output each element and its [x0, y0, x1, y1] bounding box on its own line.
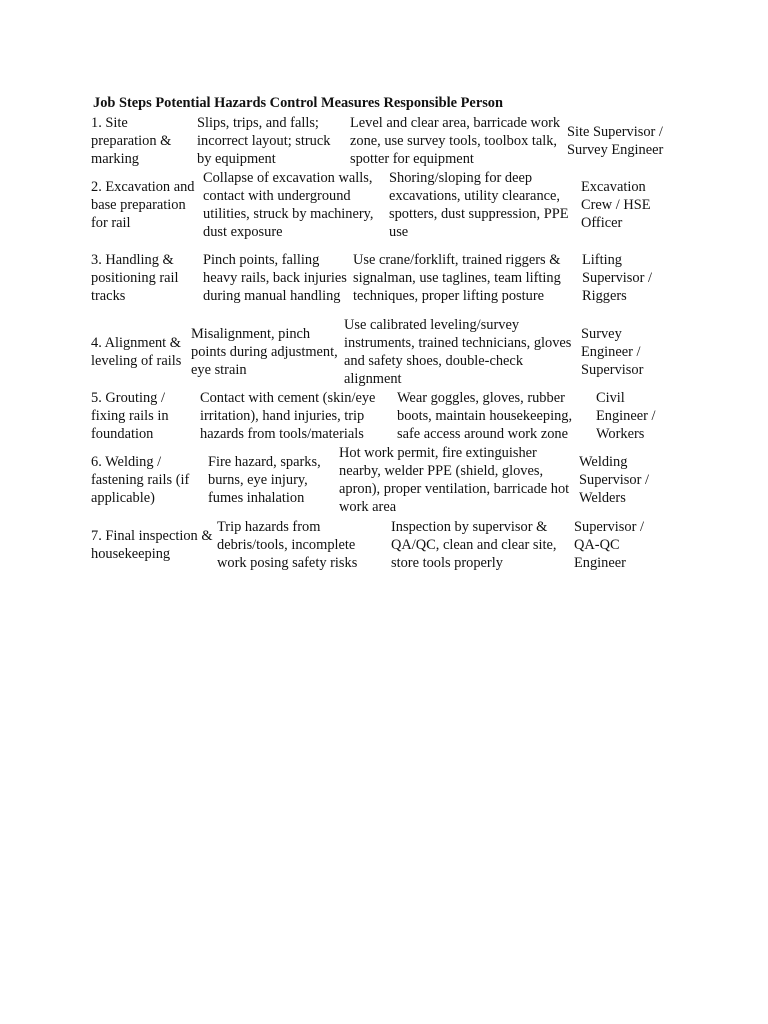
controls-text: Use calibrated leveling/survey instruments, trained technicians, gloves and safety shoes, double-check alignment: [344, 317, 572, 387]
step-text: 7. Final inspection & housekeeping: [91, 528, 213, 562]
step-text: 4. Alignment & leveling of rails: [91, 335, 182, 369]
table-row: [0, 518, 768, 572]
step-cell: [91, 316, 189, 388]
hazards-text: Contact with cement (skin/eye irritation), hand injuries, trip hazards from tools/materials: [200, 390, 376, 442]
step-text: 5. Grouting / fixing rails in foundation: [91, 390, 169, 442]
hazards-cell: [197, 114, 347, 168]
responsible-cell: [574, 518, 664, 572]
hazards-cell: [191, 316, 341, 388]
step-cell: [91, 389, 197, 443]
hazards-text: Trip hazards from debris/tools, incomplete work posing safety risks: [217, 519, 358, 571]
responsible-cell: [582, 242, 672, 314]
responsible-cell: [596, 389, 674, 443]
hazards-cell: [208, 444, 336, 516]
step-text: 3. Handling & positioning rail tracks: [91, 252, 179, 304]
hazards-cell: [203, 169, 387, 241]
hazards-text: Misalignment, pinch points during adjustment, eye strain: [191, 326, 338, 378]
controls-cell: [389, 169, 579, 241]
controls-text: Inspection by supervisor & QA/QC, clean and clear site, store tools properly: [391, 519, 557, 571]
controls-cell: [344, 316, 580, 388]
controls-cell: [350, 114, 564, 168]
step-text: 2. Excavation and base preparation for rail: [91, 179, 195, 231]
responsible-text: Civil Engineer / Workers: [596, 390, 656, 442]
responsible-text: Survey Engineer / Supervisor: [581, 326, 644, 378]
responsible-text: Welding Supervisor / Welders: [579, 454, 649, 506]
controls-cell: [339, 444, 575, 516]
controls-cell: [391, 518, 571, 572]
controls-cell: [353, 242, 581, 314]
hazards-text: Fire hazard, sparks, burns, eye injury, fumes inhalation: [208, 454, 321, 506]
controls-cell: [397, 389, 593, 443]
hazards-cell: [203, 242, 349, 314]
controls-text: Use crane/forklift, trained riggers & signalman, use taglines, team lifting techniques, proper lifting posture: [353, 252, 561, 304]
table-row: [0, 169, 768, 241]
step-cell: [91, 114, 195, 168]
controls-text: Level and clear area, barricade work zone, use survey tools, toolbox talk, spotter for equipment: [350, 115, 561, 167]
responsible-cell: [581, 316, 671, 388]
step-cell: [91, 444, 205, 516]
responsible-text: Site Supervisor / Survey Engineer: [567, 124, 664, 158]
table-row: [0, 316, 768, 388]
controls-text: Shoring/sloping for deep excavations, utility clearance, spotters, dust suppression, PPE use: [389, 170, 569, 240]
responsible-cell: [581, 169, 671, 241]
responsible-cell: [567, 114, 677, 168]
step-text: 6. Welding / fastening rails (if applicable): [91, 454, 190, 506]
controls-text: Hot work permit, fire extinguisher nearby, welder PPE (shield, gloves, apron), proper ventilation, barricade hot work area: [339, 445, 570, 515]
hazards-text: Slips, trips, and falls; incorrect layout; struck by equipment: [197, 115, 331, 167]
responsible-text: Excavation Crew / HSE Officer: [581, 179, 651, 231]
table-row: [0, 444, 768, 516]
controls-text: Wear goggles, gloves, rubber boots, maintain housekeeping, safe access around work zone: [397, 390, 573, 442]
step-cell: [91, 518, 213, 572]
table-row: [0, 242, 768, 314]
hazards-cell: [200, 389, 394, 443]
table-row: [0, 114, 768, 168]
hazards-cell: [217, 518, 387, 572]
step-text: 1. Site preparation & marking: [91, 115, 172, 167]
responsible-cell: [579, 444, 669, 516]
table-header: Job Steps Potential Hazards Control Measures Responsible Person: [93, 95, 503, 111]
table-row: [0, 389, 768, 443]
step-cell: [91, 169, 201, 241]
hazards-text: Collapse of excavation walls, contact with underground utilities, struck by machinery, dust exposure: [203, 170, 374, 240]
responsible-text: Lifting Supervisor / Riggers: [582, 252, 652, 304]
step-cell: [91, 242, 201, 314]
hazards-text: Pinch points, falling heavy rails, back injuries during manual handling: [203, 252, 347, 304]
responsible-text: Supervisor / QA-QC Engineer: [574, 519, 644, 571]
